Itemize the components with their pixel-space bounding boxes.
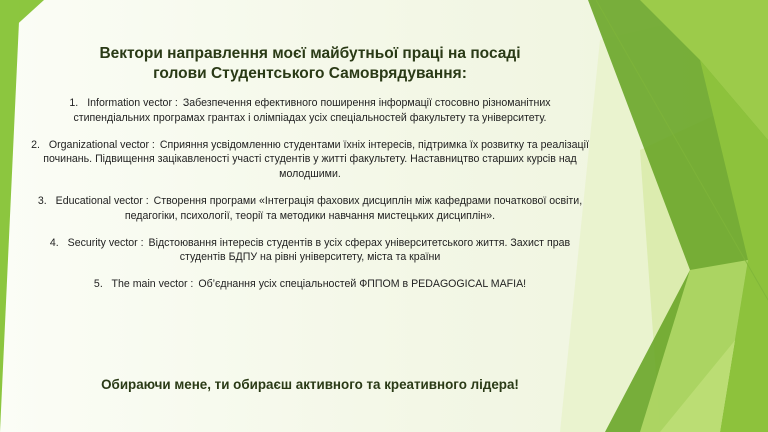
- item-vector-label: Organizational vector :: [48, 138, 155, 151]
- item-vector-label: Educational vector :: [55, 194, 149, 207]
- closing-slogan: Обираючи мене, ти обираєш активного та креативного лідера!: [101, 377, 519, 392]
- vector-item-1: [30, 96, 590, 126]
- slide-title: [30, 44, 590, 84]
- item-number: 3.: [37, 194, 47, 207]
- item-text: Забезпечення ефективного поширення інформації стосовно різноманітних стипендіальних програмах грантах і олімпіадах усіх спеціальностей факультету та університету.: [73, 97, 551, 124]
- title-line-1: Вектори направлення моєї майбутньої праці на посаді: [99, 45, 521, 62]
- item-vector-label: Security vector :: [67, 236, 144, 249]
- vector-item-2: [30, 138, 590, 182]
- item-vector-label: Information vector :: [87, 97, 178, 109]
- item-number: 4.: [49, 236, 59, 249]
- item-number: 2.: [31, 138, 40, 151]
- item-vector-label: The main vector :: [111, 278, 194, 291]
- vector-item-5: [30, 277, 590, 292]
- item-text: Об’єднання усіх спеціальностей ФППОМ в PEDAGOGICAL MAFIA!: [198, 278, 527, 291]
- vector-item-4: [30, 236, 590, 266]
- item-text: Відстоювання інтересів студентів в усіх сферах університетського життя. Захист прав студентів БДПУ на рівні університету, міста та країни: [148, 236, 571, 264]
- title-line-2: голови Студентського Самоврядування:: [153, 65, 467, 82]
- item-number: 1.: [69, 97, 79, 109]
- vector-item-3: [30, 194, 590, 224]
- slide-content: [30, 44, 590, 304]
- item-number: 5.: [93, 278, 103, 291]
- item-text: Сприяння усвідомленню студентами їхніх інтересів, підтримка їх розвитку та реалізації починань. Підвищення зацікавленості участі студентів у житті факультету. Наставництво старших курсів над молодшими.: [43, 138, 589, 181]
- left-green-strip: [0, 0, 20, 432]
- item-text: Створення програми «Інтеграція фахових дисциплін між кафедрами початкової освіти, педагогіки, психології, теорії та методики навчання мистецьких дисциплін».: [124, 194, 583, 222]
